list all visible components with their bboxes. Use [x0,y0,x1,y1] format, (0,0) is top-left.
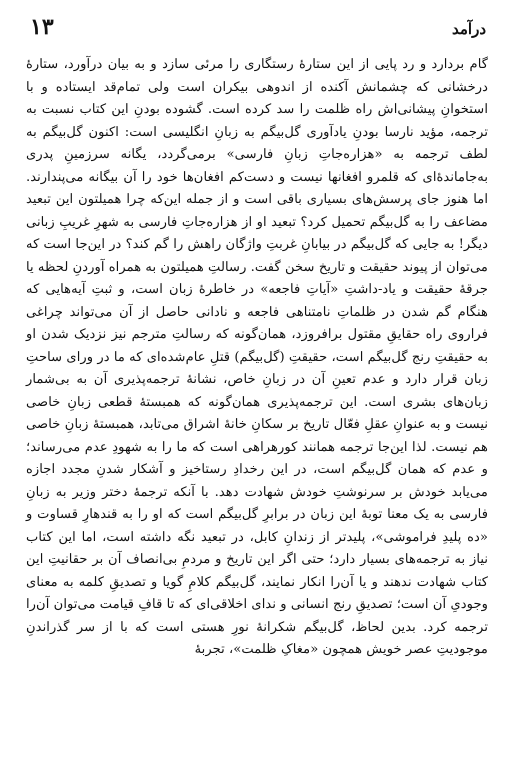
body-text [26,54,488,762]
page-header [30,8,486,44]
page-number: ۱۳ [30,14,54,40]
paragraph: گام بردارد و رد پایی از این ستارهٔ رستگاری را مرئی سازد و به بیان درآورد، ستارهٔ درخشانی که چشمانش آکنده از اندوهی بیکران است ولی تمام‌قد ایستاده و با استخوانِ پیشانی‌اش راه ظلمت را سد کرده است. گشوده بودنِ این کتاب نسبت به ترجمه، مؤید نارسا بودنِ یادآوری گل‌بیگم به زبانِ انگلیسی است: اکنون گل‌بیگم به لطف ترجمه به «هزاره‌جاتِ زبانِ فارسی» برمی‌گردد، یگانه سرزمینِ پدری به‌جاماندهٔ‌ای که قلمرو افغانها نیست و دست‌کم افغان‌ها خود را آن بیگانه می‌پندارند. اما هنوز جای پرسش‌های بسیاری باقی است و از جمله این‌که چرا همیلتون این تبعید مضاعف را به گل‌بیگم تحمیل کرد؟ تبعید او از هزاره‌جاتِ فارسی به شهرِ غریبِ زبانی دیگر! به جایی که گل‌بیگم در بیابانِ غربتِ واژگان راهش را گم کند؟ در این‌جا است که می‌توان از پیوند حقیقت و تاریخ سخن گفت. رسالتِ همیلتون به همراه آوردنِ لحظه‌ یا جرقهٔ حقیقت و یاد-داشتِ «آیاتِ فاجعه» در خاطرهٔ زبان است، و ثبتِ آیه‌هایی که هنگام گم شدن در ظلماتِ نامتناهی فاجعه و نادانی حاصل از آن می‌تواند چراغی فراروی راه حقایقِ مقتول برافروزد، همان‌گونه که رسالتِ مترجم نیز نزدیک شدن او به حقیقتِ رنج گل‌بیگم است، حقیقتِ (گل‌بیگم) قتلِ عام‌شده‌ای که ما در ورای ساحتِ زبان قرار دارد و عدم تعینِ آن در زبانِ خاص، نشانهٔ ترجمه‌پذیری آن به بی‌شمار زبان‌های بشری است. این ترجمه‌پذیری همان‌گونه که همبستهٔ قطعی زبانِ خاصی نیست و به عنوانِ عقلِ فعّال تاریخ بر سکانِ خانهٔ اشراق می‌تابد، همبستهٔ زبانِ خاصی هم نیست. لذا این‌جا ترجمه همانند کورهراهی است که ما را به شهودِ عدم می‌رساند؛ و عدم که همان گل‌بیگم است، در این رخدادِ رستاخیز و آشکار شدنِ مجدد اجازه می‌یابد خودش بر سرنوشتِ خودش شهادت دهد. با آنکه ترجمهٔ دختر وزیر به زبانِ فارسی به یک معنا توبهٔ این زبان در برابرِ گل‌بیگم است که او را به قندهارِ قساوت و «ده پلیدِ فراموشی»، پلیدتر از زندانِ کابل، در تبعید نگه داشته است، اما این کتاب نیاز به ترجمه‌های بسیار دارد؛ حتی اگر این تاریخ و مردمِ بی‌انصاف آن بر حقانیتِ این کتاب شهادت ندهند و یا آن‌را انکار نمایند، گل‌بیگم کلامِ گویا و تصدیقِ کلمه به معنای وجودیِ آن است؛ تصدیقِ رنج انسانی و ندای اخلاقی‌ای که تا قافِ قیامت می‌توان آن‌را ترجمه کرد. بدین لحاظ، گل‌بیگم شکرانهٔ نورِ هستی است که با از سر گذراندنِ موجودیتِ عصر خویش همچون «مغاکِ ظلمت»، تجربهٔ [26,57,488,657]
running-title: درآمد [452,20,486,38]
